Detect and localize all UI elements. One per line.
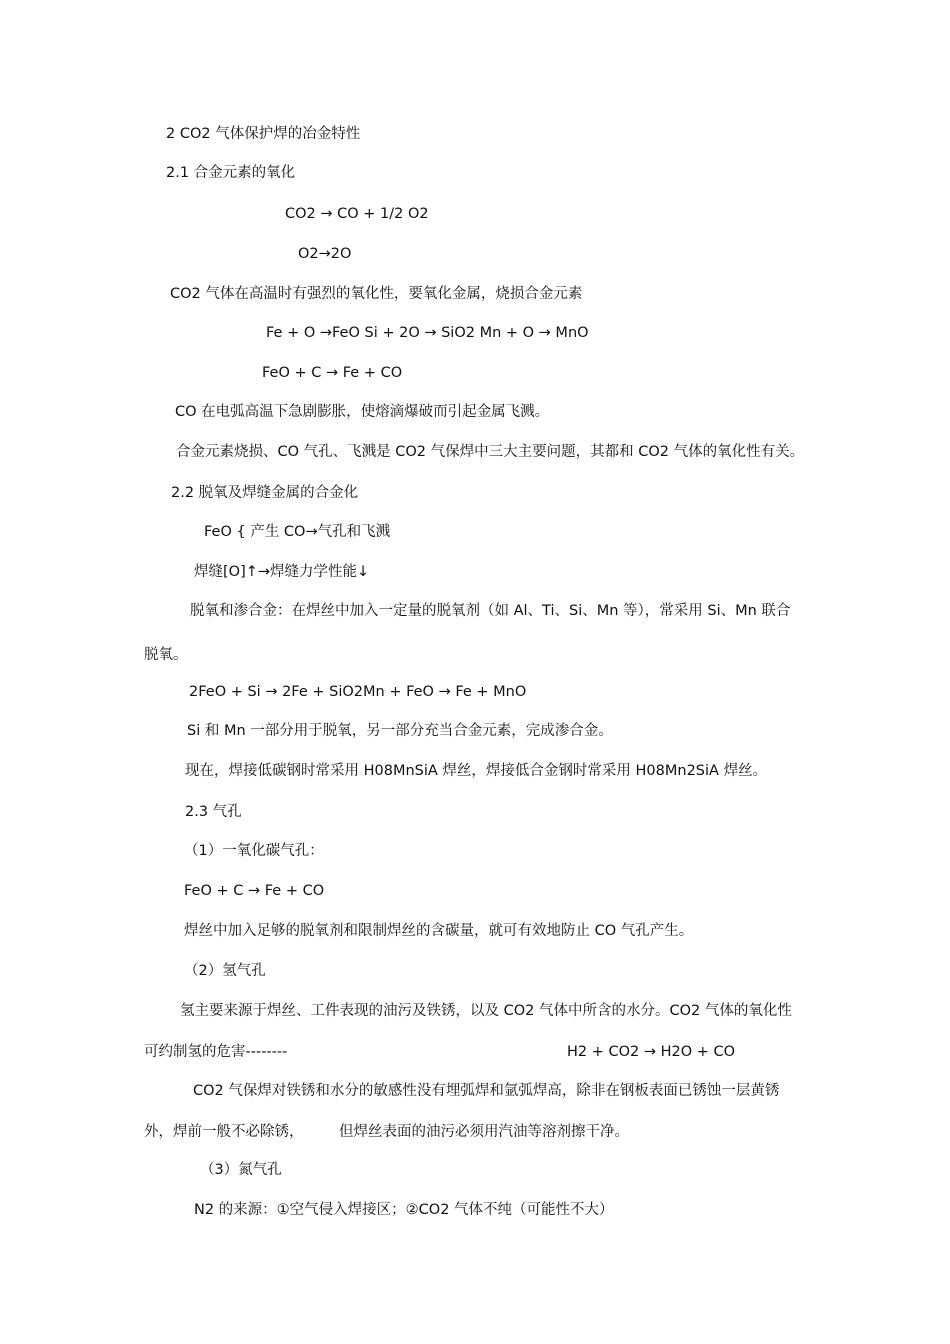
subsection-heading: 2.3 气孔	[185, 804, 242, 820]
equation: H2 + CO2 → H2O + CO	[567, 1044, 736, 1060]
equation: Fe + O →FeO Si + 2O → SiO2 Mn + O → MnO	[266, 325, 589, 341]
subsection-heading: 2.2 脱氧及焊缝金属的合金化	[171, 485, 359, 501]
paragraph: CO2 气体在高温时有强烈的氧化性，要氧化金属，烧损合金元素	[170, 286, 583, 302]
equation: FeO + C → Fe + CO	[184, 883, 325, 899]
list-heading: （3）氮气孔	[200, 1162, 282, 1178]
equation: O2→2O	[298, 246, 352, 262]
equation: CO2 → CO + 1/2 O2	[285, 206, 429, 222]
paragraph: 脱氧。	[144, 647, 188, 663]
paragraph: CO2 气保焊对铁锈和水分的敏感性没有埋弧焊和氩弧焊高，除非在钢板表面已锈蚀一层黄锈	[193, 1083, 780, 1099]
subsection-heading: 2.1 合金元素的氧化	[166, 165, 296, 181]
paragraph: 可约制氢的危害--------	[144, 1044, 288, 1060]
paragraph: N2 的来源：①空气侵入焊接区；②CO2 气体不纯（可能性不大）	[194, 1202, 614, 1218]
list-heading: （1）一氧化碳气孔：	[184, 843, 324, 859]
paragraph: 外，焊前一般不必除锈，	[144, 1124, 304, 1140]
equation: FeO { 产生 CO→气孔和飞溅	[204, 524, 391, 540]
equation: FeO + C → Fe + CO	[262, 365, 403, 381]
equation: 焊缝[O]↑→焊缝力学性能↓	[194, 564, 370, 580]
paragraph: 氢主要来源于焊丝、工件表现的油污及铁锈，以及 CO2 气体中所含的水分。CO2 气体的氧化性	[180, 1003, 792, 1019]
paragraph: Si 和 Mn 一部分用于脱氧，另一部分充当合金元素，完成渗合金。	[187, 723, 613, 739]
equation: 2FeO + Si → 2Fe + SiO2Mn + FeO → Fe + MnO	[189, 684, 527, 700]
section-heading: 2 CO2 气体保护焊的冶金特性	[166, 126, 361, 142]
paragraph: 但焊丝表面的油污必须用汽油等溶剂擦干净。	[339, 1124, 629, 1140]
paragraph: 焊丝中加入足够的脱氧剂和限制焊丝的含碳量，就可有效地防止 CO 气孔产生。	[184, 923, 694, 939]
list-heading: （2）氢气孔	[184, 963, 266, 979]
paragraph: 现在，焊接低碳钢时常采用 H08MnSiA 焊丝，焊接低合金钢时常采用 H08Mn2SiA 焊丝。	[185, 763, 768, 779]
paragraph: 合金元素烧损、CO 气孔、飞溅是 CO2 气保焊中三大主要问题，其都和 CO2 气体的氧化性有关。	[176, 444, 805, 460]
paragraph: 脱氧和渗合金：在焊丝中加入一定量的脱氧剂（如 Al、Ti、Si、Mn 等），常采用 Si、Mn 联合	[190, 603, 791, 619]
paragraph: CO 在电弧高温下急剧膨胀，使熔滴爆破而引起金属飞溅。	[175, 404, 550, 420]
